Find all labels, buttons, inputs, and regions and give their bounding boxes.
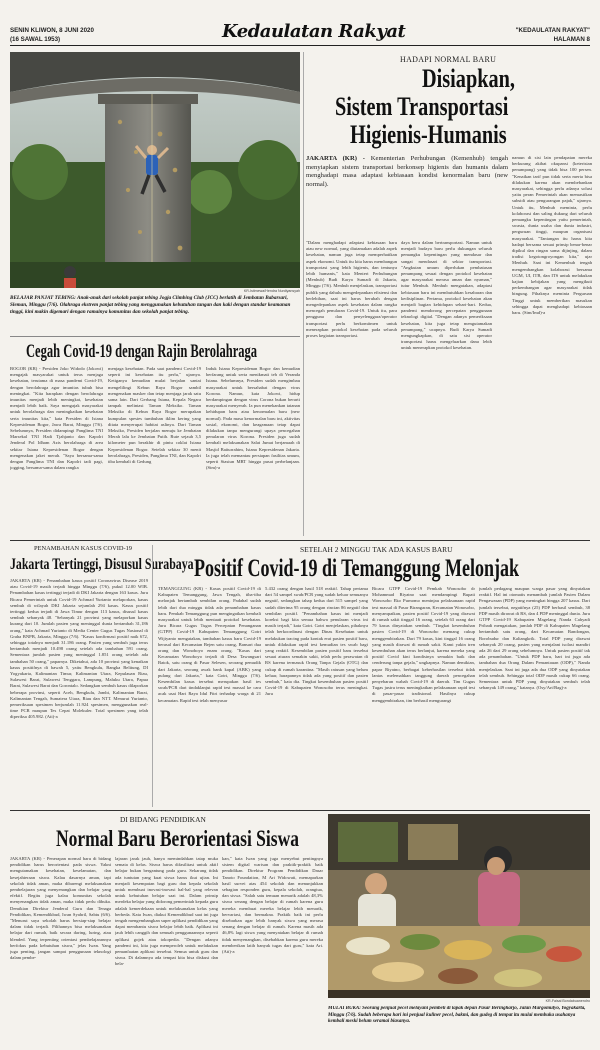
climbing-photo [10,52,300,288]
top-story-dateline: JAKARTA (KR) - [306,155,365,162]
issue-date: SENIN KLIWON, 8 JUNI 2020 [10,27,94,34]
page-number: HALAMAN 8 [553,36,590,43]
top-story-headline-3: Higienis-Humanis [350,120,507,149]
top-story-lead [306,155,508,243]
temanggung-col-2: 5.432 orang dengan hasil 518 reaktif. Tahap pertama dari 54 sampel swab/PCR yang sudah keluar semuanya negatif, sedangkan tahap kedua dari 515 sampel yang sudah diterima 95 orang dengan rincian 86 negatif dan sembilan positif. "Penambahan kasus ini menjadi koreksi bagi kita semua bahwa penularan virus ini masih terjadi," kata Gotri. Gotri menjelaskan, pihaknya telah berkoordinasi dengan Dinas Kesehatan untuk melakukan tracing pada kontak erat pasien positif baru, untuk dilakukan rapid test kemudian tes swab bagi yang reaktif. Kesembilan pasien positif baru tersebut sesuai aturan semakin sakit, telah perlu perawatan di RS karena termasuk Orang Tanpa Gejala (OTG) dan cukup di rumah karantina. "Masih ratusan yang belum keluar, harapannya tidak ada yang positif dan pasien sembuh," kata dia. Tingkat kesembuhan pasien positif Covid-19 di Kabupaten Wonosobo terus meningkat. Juru [265,586,368,697]
top-story-headline-2: Sistem Transportasi [335,92,509,121]
market-photo-image [328,814,590,998]
surabaya-body: JAKARTA (KR) - Penambahan kasus positif Coronavirus Disease 2019 atau Covid-19 masih terjadi hingga Minggu (7/6), pukul 12.00 WIB. Penambahan kasus tertinggi terjadi di DKI Jakarta dengan 163 kasus. Juru Bicara Pemerintah untuk Covid-19 Achmad Yurianto melaporkan, kasus sembuh di wilayah DKI Jakarta sejumlah 294 kasus. Kasus positif tertinggi kedua terjadi di Jawa Timur dengan 113 kasus, disusul kasus sembuh sebanyak 48. "Sebanyak 21 provinsi yang melaporkan kasus kurang dari 10. Jumlah pasien yang meninggal dunia bertambah 31,186 orang," kata Achmad Yurianto di Media Center Gugus Tugas Nasional di Graha BNPB, Jakarta, Minggu (7/6). "Kasus konfirmasi positif naik 672, sehingga totalnya menjadi 31.186 orang. Pasien yang sembuh juga terus bertambah menjadi 10.498 orang setelah ada tambahan 591 orang. Sementara jumlah pasien yang meninggal 1.851 orang setelah ada tambahan 50 orang," paparnya. Diketahui, ada 10 provinsi yang kenaikan kasus positifnya di bawah 5, yaitu Bengkulu, Bangka Belitung, DI Yogyakarta, Kalimantan Timur, Kalimantan Utara, Kepulauan Riau, Sulawesi Barat, Sulawesi Tenggara, Lampung, Maluku Utara, Papua Barat, Sulawesi Barat dan Gorontalo. Sedangkan sembuh kasus dilaporkan beberapa provinsi, seperti Aceh, Bengkulu, Jambi, Kalimantan Barat, Kalimantan Tengah, Sumatera Utara, Riau dan NTT. Menurut Yurianto, pemeriksaan spesimen berjumlah 11.924 spesimen, menggunakan real-time PCR maupun Tes Cepat Molekuler. Total spesimen yang telah diperiksa 405.982. (Ati)-a [10,578,148,720]
education-col-3: kan," kata Iwan yang juga menyebut pentingnya sistem digital warisan dan praktik-praktik baik pendidikan. Direktur Program Pendidikan Dasar Tanoto Foundation, M Ari Widowati, memaparkan hasil survei atas 454 sekolah dan menunjukkan sebagian responden guru, kepala sekolah, orangtua, dan siswa. "Salah satu temuan menarik adalah 48,3% siswa senang dengan belajar di rumah karena guru mereka membuat mereka belajar lebih menarik, bervariasi, dan bermakna. Praktik baik ini perlu disebarkan agar lebih banyak siswa yang merasa senang dengan belajar di rumah. Karena masih ada 46,8% lagi siswa yang menyatakan belajar di rumah tidak menyenangkan, disebabkan karena guru mereka memberikan latih banyak tugas dari guru," kata Ari. (Ati)-a [222,856,323,955]
temanggung-headline: Positif Covid-19 di Temanggung Melonjak [194,555,520,582]
top-story-lead-text: Kementerian Perhubungan (Kemenhub) tengah menyiapkan sistem transportasi berkonsep higienis dan humanis dalam menghadapi masa adaptasi kebiasaan kondisi kenormalan baru (new normal). [306,155,508,188]
climbing-photo-credit: KR-Istimewa/Hendra Nurdiyansyah [243,289,300,293]
surabaya-headline: Jakarta Tertinggi, Disusul Surabaya [10,556,194,573]
surabaya-kicker: PENAMBAHAN KASUS COVID-19 [34,545,132,552]
top-story-kicker: HADAPI NORMAL BARU [400,55,497,64]
masthead [0,0,600,46]
sport-story-top-rule [10,336,300,337]
top-story-col-3: namun di sisi lain pendapatan mereka berkurang akibat okupansi (keterisian penumpang) yang tidak bisa 100 persen. "Kenaikan tarif pun tidak serta merta bisa dilakukan karena akan membebankan masyarakat, sehingga perlu adanya solusi yaitu peran Pemerintah akan memastikan subsidi atau pengurangan pajak," ujarnya. Untuk itu, Menhub meminta, perlu kolaborasi dan saling dukung dari seluruh pemangku kepentingan yaitu pemerintah, swasta, dunia usaha dan dunia industri, perguruan tinggi, maupun organisasi masyarakat. "Tantangan itu harus kita hadapi bersama sesuai prinsip benar-benar dipikul dan ringan sama dijinjing, dalam tradisi kegotongroyongan kita," ujar Menhub. Saat ini Kemenhub tengah mengembangkan kolaborasi bersama UGM, UI, ITB, dan ITS untuk melakukan kajian kebijakan yang mengikuti perkembangan agar masyarakat tidak bingung. Pihaknya meminta Perguruan Tinggi untuk memberikan masukan sehingga dapat menghadapi kebiasaan baru. (Sim/Imd)-a [512,155,592,316]
climbing-photo-image [10,52,300,288]
column-divider [152,545,153,807]
top-story-col-2: daya beru dalam bertransportasi. Namun untuk menjadi budaya baru perlu dukungan seluruh pemangku kepentingan yang mendasar dan sangat mendasari di sektor transportasi. "Angkutan umum diperlukan pembatasan penumpang sesuai dengan protokol kesehatan agar masyarakat merasa aman dan nyaman," tutur Menhub. Menhub mengatakan, adaptasi kebiasaan baru ini membutuhkan kesabaran dan kedisiplinan. Pertama, protokol kesehatan akan menjadi bagian kehidupan sehari-hari. Kedua, pandemi mendorong percepatan penggunaan teknologi digital. "Dengan adanya pemeriksaan kesehatan, kita juga tetap mengutamakan penumpang," ucapnya. Budi Karya Sumadi mengungkapkan, di satu sisi operator transportasi harus mengeluarkan dana lebih untuk menerapkan protokol kesehatan. [401,240,492,351]
education-col-1: JAKARTA (KR) - Penerapan normal baru di bidang pendidikan harus berorientasi pada siswa. Yakni mengutamakan kesehatan, keselamatan, dan kesejahteraan siswa. Kalau dasarnya aman, tapi sekolah tidak aman, maka dibarengi melaksanakan pembelajaran yang menyenangkan dan belajar yang efektif. Begitu juga kalau komunitas sekolah menyenangkan tidak aman, maka tidak perlu dibuka. Demikian Direktur Jenderal Guru dan Tenaga Pendidikan, Kemendikbud, Iwan Syahril, Sabtu (6/6). "Menurut saya sekolah harus bersiap-siap belajar dalam tidak terjadi. Pilihannya bisa melaksanakan belajar dari rumah, baik secara daring, luring, atau blended. Yang terpenting orientasi pembelajarannya berfokus pada kebutuhan siswa," jelas Iwan. Yang juga penting, jangan sampai penggunaan teknologi dalam pembe- [10,856,111,961]
newspaper-logo: Kedaulatan Rakyat [222,21,406,42]
temanggung-kicker: SETELAH 2 MINGGU TAK ADA KASUS BARU [300,545,453,554]
middle-section-rule [10,540,590,541]
market-photo [328,814,590,998]
bottom-section-rule [10,810,590,811]
sport-story-col-2: menjaga kesehatan. Pada saat pandemi Covid-19 seperti ini kesehatan itu perlu," ujarnya. Ketiganya kemudian mulai berjalan santai mengelilingi Kebun Raya Bogor sambil mengenakan masker dan tetap menjaga jarak satu sama lain. Dari Gerbang Istana, Kepala Negara tampak melintasi Taman Meksiko. Taman Meksiko di Kebun Raya Bogor merupakan kumpulan spesies tumbuhan iklim kering yang ditata menyerupai habitat aslinya. Dari Taman Meksiko, Presiden berjalan menuju ke Jembatan Merah lalu ke Jembatan Putih. Rute sejauh 3,5 kilometer pun berakhir di pintu coklat Istana Kepresidenan Bogor. Setelah sekitar 30 menit berolahraga, Presiden, Panglima TNI, dan Kapolri tiba kembali di Gedung [108,366,201,465]
temanggung-col-1: TEMANGGUNG (KR) - Kasus positif Covid-19 di Kabupaten Temanggung, Jawa Tengah, tiba-tiba melonjak bertambah sembilan orang. Padahal sudah lebih dari dua minggu tidak ada penambahan kasus baru. Pemkab Temanggung pun mengingatkan kembali masyarakat untuk lebih mentaati protokol kesehatan. Juru Bicara Gugus Tugas Percepatan Penanganan (GTPP) Covid-19 Kabupaten Temanggung Gotri Wijiyanto mengatakan, tambahan kasus baru Covid-19 berasal dari Kecamatan Bejen satu orang, Bansari dua orang dan Wonoboyo enam orang. "Kasus dari Kecamatan Wonoboyo terjadi di Desa Tawangsari Batok, satu orang di Pasar Selesen, seorang pemudik dari Jakarta, seorang awak bank kapal (ABK) yang pulang dari Jakarta," kata Gotri, Minggu (7/6). Kesembilan kasus tersebut merupakan hasil tes swab/PCR dari tindaklanjut rapid test massal ke cara acak usai Hari Raya Idul Fitri terhadap warga di 21 kecamatan. Rapid test telah menyasar [158,586,261,703]
education-kicker: DI BIDANG PENDIDIKAN [120,815,206,824]
top-story-col-1: "Dalam menghadapi adaptasi kebiasaan baru atau new normal, yang diutamakan adalah aspek kesehatan, namun juga tetap memperhatikan aspek ekonomi. Untuk itu kita harus membangun transportasi yang lebih higienis, dan tentunya lebih humanis," kata Menteri Perhubungan (Menhub) Budi Karya Sumadi di Jakarta, Minggu (7/6). Menhub menjelaskan, transportasi publik yang dahulu mengedepankan efisiensi dan berlebihan, saat ini harus berubah dengan mengedepankan aspek kesehatan dalam rangka mencegah penularan Covid-19. Untuk itu, para pengguna dan penyelenggara/operator transportasi perlu berkomitmen untuk menerapkan protokol kesehatan pada seluruh proses kegiatan transportasi. [306,240,397,339]
sport-story-col-1: BOGOR (KR) - Presiden Joko Widodo (Jokowi) mengajak masyarakat untuk terus menjaga kesehatan, terutama di masa pandemi Covid-19, dengan berolahraga agar imunitas tubuh bisa meningkat. "Kita harapkan dengan berolahraga imunitas menjadi lebih meningkat, kesehatan menjadi lebih baik. Saya mengajak masyarakat untuk berolahraga dan meningkatkan kesehatan serta imunitas kita," kata Presiden di Istana Kepresidenan Bogor, Jawa Barat, Minggu (7/6). Sebelumnya, Presiden didampingi Panglima TNI Marsekal TNI Hadi Tjahjanto dan Kapolri Jenderal Pol Idham Azis berolahraga di area sekitar Istana Kepresidenan Bogor dengan mengenakan jaket merah. "Saya bersama-sama dengan Panglima TNI dan Kapolri tadi pagi, jogging, bersama-sama dalam rangka [10,366,103,471]
hijri-date: (16 SAWAL 1953) [10,36,61,43]
sport-story-headline: Cegah Covid-19 dengan Rajin Berolahraga [26,341,258,362]
sport-story-col-3: Induk Istana Kepresidenan Bogor dan kemudian berfarang untuk serta menikmati teh di Veranda Istana. Sebelumnya, Presiden sudah mengimbau masyarakat untuk bersahabat dengan virus Korona. Namun, kata Jokowi, hidup berdampingan dengan virus Corona bukan berarti masyarakat menyerah. Ia pun menekankan tatanan kehidupan baru atau kenormalan baru (new normal). Pada masa kenormalan baru ini, aktivitas sosial, ekonomi, dan keagamaan tetap dapat dilakukan tanpa mengurangi upaya pencegahan penularan virus Korona. Presiden juga sudah kembali melaksanakan Salat Jumat berjamaah di Masjid Baiturrahim, Istana Kepresidenan Jakarta. Ia juga telah memantau persiapan fasilitas umum, seperti Stasiun MRT hingga pusat perbelanjaan. (Sim)-a [206,366,300,471]
column-divider [303,52,304,536]
top-story-headline-1: Disiapkan, [422,64,516,93]
temanggung-col-4: jumlah pedagang maupun warga pasar yang dinyatakan reaktif. Hal ini otomatis menambah jumlah Pasien Dalam Pengawasan (PDP) yang meningkat hingga 207 kasus. Dari jumlah tersebut, negatifnya (25) PDP berhasil sembuh, 38 PDP masih dirawat di RS, dan 4 PDP meninggal dunia. Juru GTPP Covid-19 Kabupaten Magelang Nanda Cahyadi Pribadi mengatakan, jumlah PDP di Kabupaten Magelang bertambah satu orang, dari Kecamatan Bandongan, Borobudur dan Kaliangkrik. Total PDP yang dirawat sebanyak 20 orang, pasien yang menjalani isolasi mandiri ada 26 dari 29 orang sebelumnya. Untuk pasien positif tak ada penambahan. "Untuk PDP baru, hari ini juga ada tambahan dua Orang Dalam Pemantauan (ODP)," Nanda menjelaskan. Saat ini juga ada dua ODP yang dinyatakan telah sembuh. Sehingga total ODP masih cukup 66 orang. Sementara untuk PDP yang dinyatakan sembuh telah sebanyak 149 orang," katanya. (Osy/Art/Bag)-a [479,586,590,691]
paper-name: "KEDAULATAN RAKYAT" [515,27,590,34]
education-col-2: lajaran jarak jauh, hanya memindahkan tatap muka semata di kelas. Siswa harus difasilitasi untuk aktif belajar bukan bergantung pada guru. Sekarang tidak ada tuntutan yang kuat siswa harus ikut ujian. Ini menjadi kesempatan bagi guru dan kepala sekolah untuk membuat inovasi-inovasi hal-hal yang relevan untuk kebutuhan belajar saat ini. Dalam prinsip merdeka belajar yang didorong pemerintah kepada guru adalah kemerdekaan untuk melaksanakan kelas yang berbeda. Kata Iwan, diakui Kemendikbud saat ini juga tengah mengembangkan super aplikasi pendidikan yang dapat membantu siswa belajar lebih baik. Aplikasi ini jauh lebih canggih dan semuah penggunaannya seperti aplikasi gojek atau tokopedia. "Dengan adanya pandemi ini, kita juga memperoleh untuk melakukan pemanfaatan aplikasi tersebut. Semua untuk guru dan siswa. Di dalamnya ada tempat kita bisa diskusi dan bela- [115,856,218,967]
market-photo-caption: MULAI BUKA: Seorang penjual pecel melayani pembeli di lapak depan Pasar Beringharjo, Jalan Margomulyo, Yogyakarta, Minggu (7/6). Sudah beberapa hari ini penjual kuliner pecel, bakmi, dan gudeg di tempat itu mulai membuka usahanya kembali meski belum seramai biasanya. [328,1006,586,1025]
climbing-photo-caption: BELAJAR PANJAT TEBING: Anak-anak dari sekolah panjat tebing Jogja Climbing Club (JCC) berlatih di Jembatan Babarsari, Sleman, Minggu (7/6). Olahraga ekstrem panjat tebing yang menggunakan kebutuhan tangan dan kaki dengan standar keamanan tinggi, kini makin digemari dengan ramainya komunitas dan sekolah panjat tebing. [10,295,291,315]
temanggung-col-3: Bicara GTPP Covid-19 Pemkab Wonosobo dr Mohammad Riyatno saat mendampingi Bupati Wonosobo Eko Purnomo meninjau pelaksanaan rapid test massal di Pasar Birangaran, Kecamatan Wonosobo, menyampaikan, pasien positif Covid-19 yang dirawat di rumah sakit tinggal 16 orang, setelah 63 orang dari 79 kasus dinyatakan sembuh. "Tingkat kesembuhan pasien Covid-19 di Wonosobo memang cukup menggembirakan. Dari 79 kasus, kini tinggal 16 orang yang masih dirawat di rumah sakit. Kami yakin tren kesembuhan akan terus berlanjut, karena mereka yang positif Covid kini kondisinya semakin baik dan cenderung tanpa gejala," ungkapnya. Namun demikian, papar Riyatno, berbagai keberhasilan tersebut tidak lantas melemahkan tanggung daerah pencegahan penyebaran wabah Covid-19 di daerah. Tim Gugus Tugas justru terus meningkatkan pelaksanaan rapid test di pasar-pasar tradisional. Hasilnya cukup menggembirakan, tim berhasil mengurangi [372,586,475,703]
market-photo-credit: KR-Faisal Bondabuanendro [545,999,590,1003]
masthead-divider [10,45,590,46]
education-headline: Normal Baru Berorientasi Siswa [56,826,299,851]
